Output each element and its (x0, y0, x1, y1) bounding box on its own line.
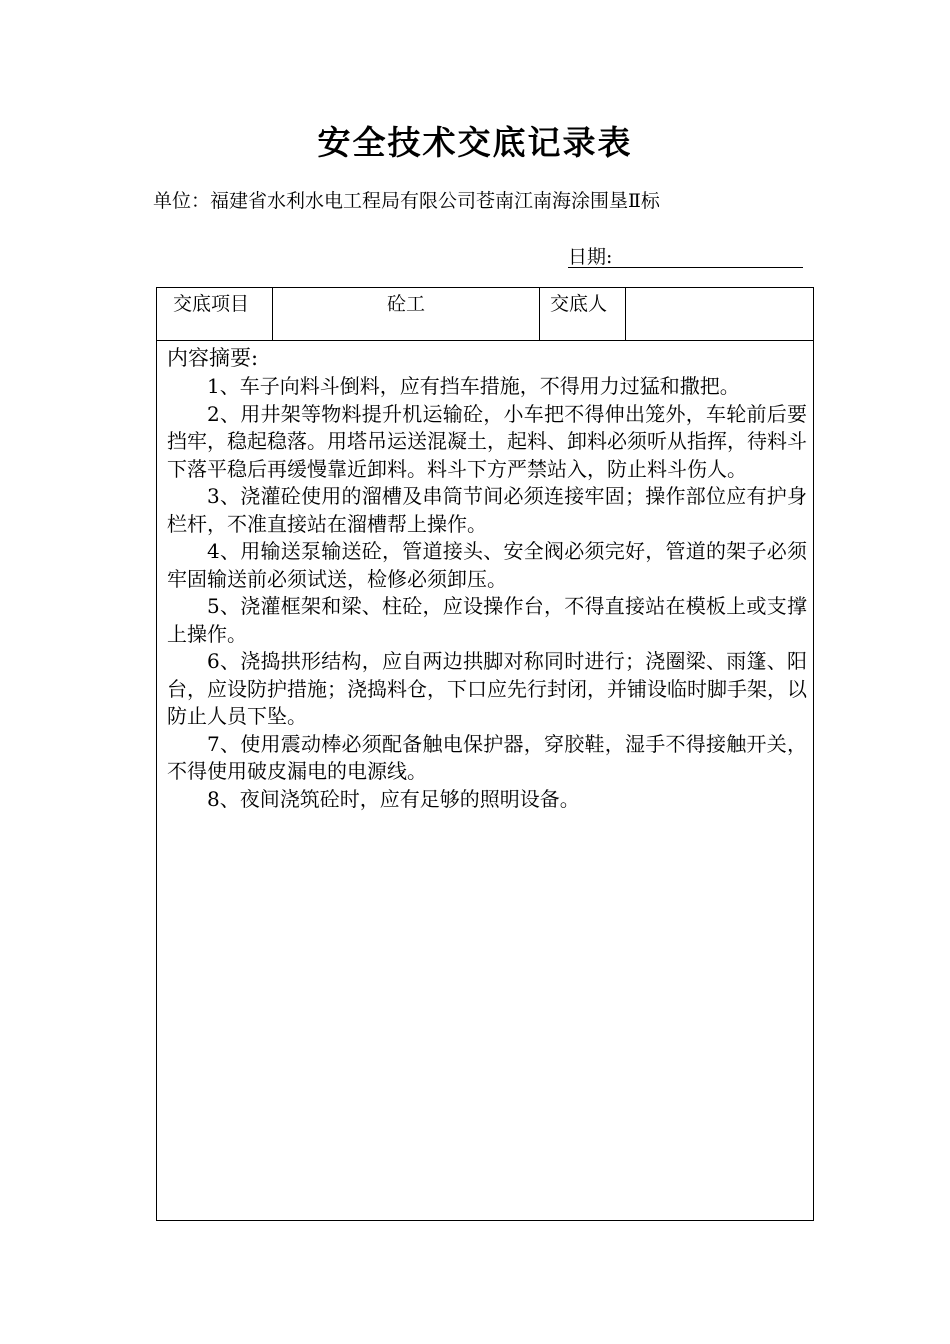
unit-line: 单位：福建省水利水电工程局有限公司苍南江南海涂围垦Ⅱ标 (153, 190, 660, 212)
project-label: 交底项目 (157, 288, 273, 340)
content-item: 6、浇捣拱形结构，应自两边拱脚对称同时进行；浇圈梁、雨篷、阳台，应设防护措施；浇捣料仓，下口应先行封闭，并铺设临时脚手架，以防止人员下坠。 (167, 649, 807, 728)
content-item: 8、夜间浇筑砼时，应有足够的照明设备。 (207, 786, 580, 811)
person-label: 交底人 (540, 288, 626, 340)
date-label: 日期: (568, 246, 613, 268)
content-item: 2、用井架等物料提升机运输砼，小车把不得伸出笼外，车轮前后要挡牢，稳起稳落。用塔吊运送混凝土，起料、卸料必须听从指挥，待料斗下落平稳后再缓慢靠近卸料。料斗下方严禁站入，防止料斗伤人。 (167, 401, 807, 481)
content-heading: 内容摘要: (167, 346, 259, 370)
content-item: 3、浇灌砼使用的溜槽及串筒节间必须连接牢固；操作部位应有护身栏杆，不准直接站在溜槽帮上操作。 (167, 484, 807, 536)
header-row (157, 288, 813, 341)
person-value (626, 288, 813, 340)
content-item: 4、用输送泵输送砼，管道接头、安全阀必须完好，管道的架子必须牢固输送前必须试送，检修必须卸压。 (167, 539, 807, 591)
date-field-line (568, 267, 803, 268)
project-value: 砼工 (273, 288, 540, 340)
content-item: 5、浇灌框架和梁、柱砼，应设操作台，不得直接站在模板上或支撑上操作。 (167, 594, 807, 646)
content-item: 1、车子向料斗倒料，应有挡车措施，不得用力过猛和撒把。 (207, 374, 740, 398)
record-form (156, 287, 814, 1221)
content-item: 7、使用震动棒必须配备触电保护器，穿胶鞋，湿手不得接触开关，不得使用破皮漏电的电源线。 (167, 731, 807, 783)
content-summary (167, 343, 807, 813)
document-title: 安全技术交底记录表 (317, 123, 633, 162)
